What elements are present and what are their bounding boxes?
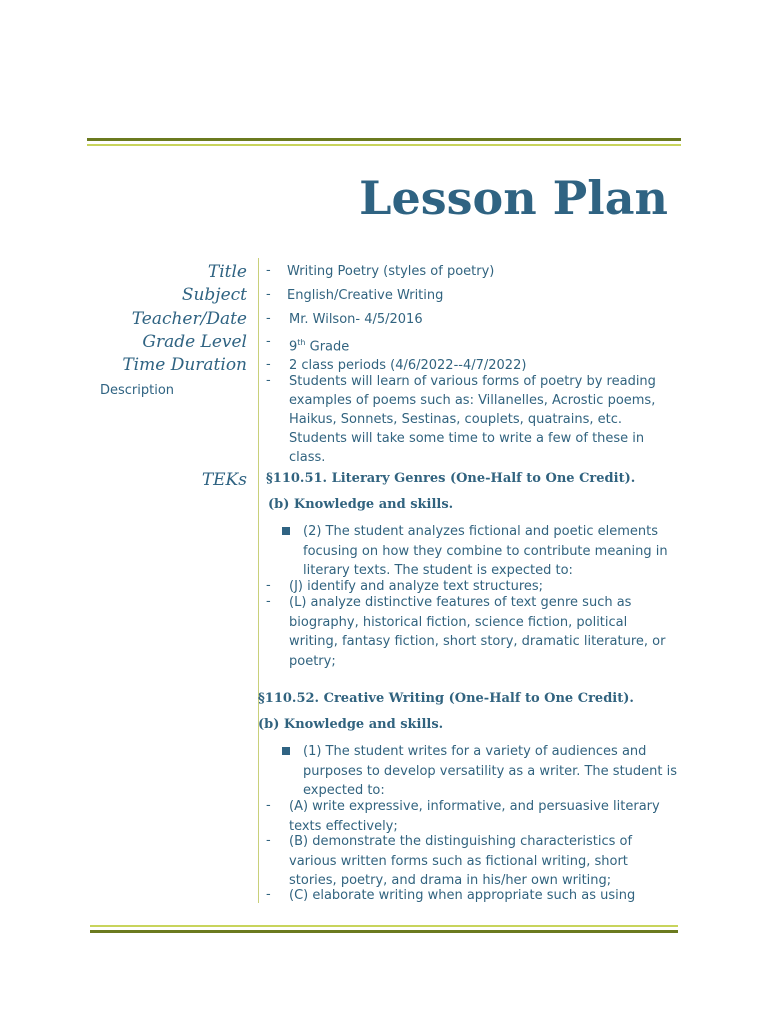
dash: - bbox=[266, 798, 271, 813]
title-label: Title bbox=[207, 262, 247, 282]
bottom-rule-dark bbox=[90, 930, 678, 933]
dash: - bbox=[266, 287, 271, 302]
dash: - bbox=[266, 263, 271, 278]
teks-section1-heading: §110.51. Literary Genres (One-Half to One Credit). bbox=[266, 471, 636, 486]
dash: - bbox=[266, 833, 271, 848]
square-bullet-icon bbox=[282, 527, 290, 535]
description-value: Students will learn of various forms of poetry by reading examples of poems such as: Villanelles, Acrostic poems, Haikus, Sonnets, Sestinas, couplets, quatrains, etc. Students will take some time to write a few of these in class. bbox=[289, 374, 656, 465]
time-duration-label: Time Duration bbox=[122, 355, 247, 375]
teks-section2-subheading: (b) Knowledge and skills. bbox=[258, 717, 444, 732]
dash: - bbox=[266, 357, 271, 372]
teks-label: TEKs bbox=[201, 470, 247, 490]
square-bullet-icon bbox=[282, 747, 290, 755]
title-value: Writing Poetry (styles of poetry) bbox=[287, 264, 495, 279]
grade-level-label: Grade Level bbox=[142, 332, 247, 352]
description-label: Description bbox=[100, 383, 175, 398]
grade-number: 9 bbox=[289, 339, 298, 355]
grade-word: Grade bbox=[305, 339, 350, 355]
teks-section2-item-b: (B) demonstrate the distinguishing characteristics of various written forms such as fictional writing, short stories, poetry, and drama in his/her own writing; bbox=[289, 834, 633, 888]
dash: - bbox=[266, 887, 271, 902]
teacher-date-value: Mr. Wilson- 4/5/2016 bbox=[289, 312, 423, 327]
subject-label: Subject bbox=[181, 285, 247, 305]
grade-level-value bbox=[289, 333, 679, 356]
bottom-rule-light bbox=[90, 925, 678, 927]
dash: - bbox=[266, 578, 271, 593]
dash: - bbox=[266, 373, 271, 388]
teks-section1-item-l: (L) analyze distinctive features of text genre such as biography, historical fiction, science fiction, political writing, fantasy fiction, short story, dramatic literature, or poetry; bbox=[289, 595, 666, 669]
dash: - bbox=[266, 311, 271, 326]
top-rule-light bbox=[87, 144, 681, 146]
teks-section1-item-j: (J) identify and analyze text structures; bbox=[289, 579, 544, 594]
subject-value: English/Creative Writing bbox=[287, 288, 444, 303]
teacher-date-label: Teacher/Date bbox=[131, 309, 247, 329]
teks-section1-bullet: (2) The student analyzes fictional and poetic elements focusing on how they combine to contribute meaning in literary texts. The student is expected to: bbox=[303, 524, 668, 578]
teks-section2-heading: §110.52. Creative Writing (One-Half to One Credit). bbox=[258, 691, 634, 706]
teks-section1-subheading: (b) Knowledge and skills. bbox=[268, 497, 454, 512]
time-duration-value: 2 class periods (4/6/2022--4/7/2022) bbox=[289, 358, 527, 373]
teks-section2-bullet: (1) The student writes for a variety of audiences and purposes to develop versatility as a writer. The student is expected to: bbox=[303, 744, 678, 798]
teks-section2-item-c: (C) elaborate writing when appropriate such as using bbox=[289, 888, 636, 903]
grade-suffix: th bbox=[297, 338, 306, 347]
teks-section2-item-a: (A) write expressive, informative, and persuasive literary texts effectively; bbox=[289, 799, 660, 834]
page-title: Lesson Plan bbox=[359, 171, 668, 225]
column-divider bbox=[258, 258, 259, 903]
dash: - bbox=[266, 594, 271, 609]
top-rule-dark bbox=[87, 138, 681, 141]
dash: - bbox=[266, 334, 271, 349]
